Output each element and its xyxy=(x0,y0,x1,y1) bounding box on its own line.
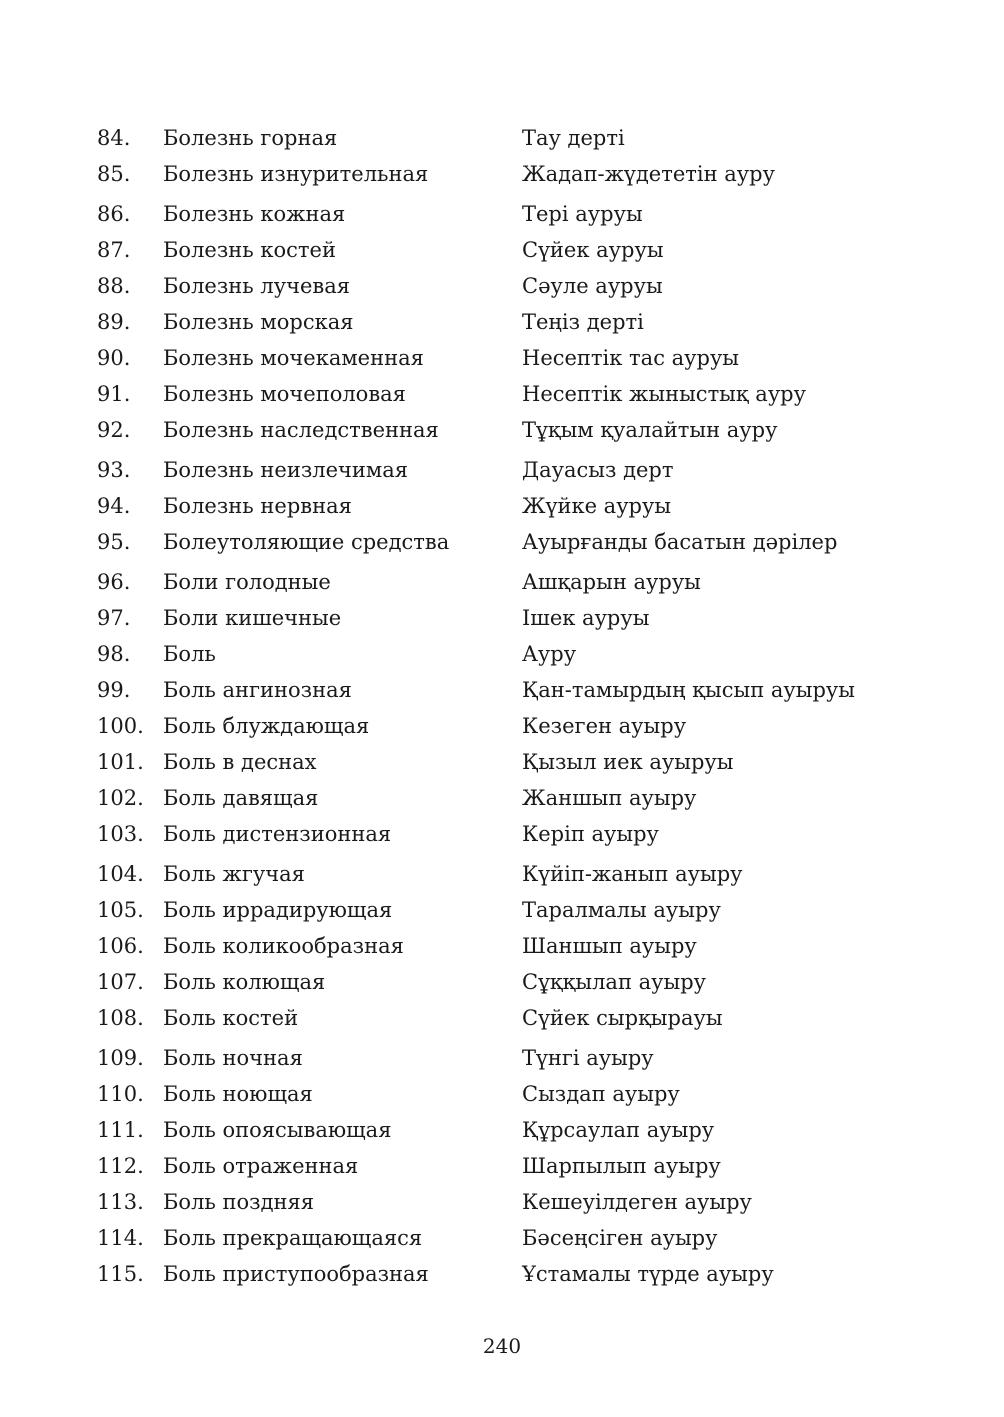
russian-term: Боль в деснах xyxy=(163,750,317,774)
kazakh-term: Дауасыз дерт xyxy=(522,458,674,482)
kazakh-term: Күйіп-жанып ауыру xyxy=(522,862,743,886)
entry-number: 92. xyxy=(97,418,131,442)
russian-term: Боль приступообразная xyxy=(163,1262,429,1286)
kazakh-term: Ашқарын ауруы xyxy=(522,570,701,594)
list-item xyxy=(0,412,1004,448)
russian-term: Болезнь лучевая xyxy=(163,274,351,298)
entry-number: 110. xyxy=(97,1082,144,1106)
list-item xyxy=(0,196,1004,232)
list-item xyxy=(0,268,1004,304)
kazakh-term: Сүйек сырқырауы xyxy=(522,1006,723,1030)
list-item xyxy=(0,1076,1004,1112)
kazakh-term: Ауру xyxy=(522,642,577,666)
russian-term: Боль прекращающаяся xyxy=(163,1226,423,1250)
kazakh-term: Тұқым қуалайтын ауру xyxy=(522,418,778,442)
entry-number: 103. xyxy=(97,822,144,846)
entry-number: 109. xyxy=(97,1046,144,1070)
entry-number: 85. xyxy=(97,162,131,186)
kazakh-term: Жаншып ауыру xyxy=(522,786,697,810)
kazakh-term: Теңіз дерті xyxy=(522,310,644,334)
list-item xyxy=(0,1112,1004,1148)
russian-term: Болезнь морская xyxy=(163,310,354,334)
russian-term: Болезнь изнурительная xyxy=(163,162,429,186)
list-item xyxy=(0,232,1004,268)
list-item xyxy=(0,600,1004,636)
entry-number: 97. xyxy=(97,606,131,630)
russian-term: Боль колющая xyxy=(163,970,326,994)
kazakh-term: Сүйек ауруы xyxy=(522,238,664,262)
list-item xyxy=(0,816,1004,852)
entry-number: 86. xyxy=(97,202,131,226)
list-item xyxy=(0,928,1004,964)
entry-number: 90. xyxy=(97,346,131,370)
list-item xyxy=(0,1000,1004,1036)
russian-term: Боль опоясывающая xyxy=(163,1118,392,1142)
entry-number: 91. xyxy=(97,382,131,406)
kazakh-term: Кешеуілдеген ауыру xyxy=(522,1190,752,1214)
russian-term: Болезнь горная xyxy=(163,126,338,150)
kazakh-term: Түнгі ауыру xyxy=(522,1046,654,1070)
russian-term: Боль ночная xyxy=(163,1046,303,1070)
page-number: 240 xyxy=(482,1334,522,1358)
kazakh-term: Керіп ауыру xyxy=(522,822,659,846)
list-item xyxy=(0,488,1004,524)
list-item xyxy=(0,1184,1004,1220)
list-item xyxy=(0,304,1004,340)
list-item xyxy=(0,524,1004,560)
list-item xyxy=(0,964,1004,1000)
russian-term: Болезнь неизлечимая xyxy=(163,458,409,482)
entry-number: 87. xyxy=(97,238,131,262)
entry-number: 99. xyxy=(97,678,131,702)
list-item xyxy=(0,780,1004,816)
kazakh-term: Ұстамалы түрде ауыру xyxy=(522,1262,774,1286)
kazakh-term: Несептік тас ауруы xyxy=(522,346,740,370)
russian-term: Боль xyxy=(163,642,216,666)
entry-number: 106. xyxy=(97,934,144,958)
russian-term: Болезнь кожная xyxy=(163,202,346,226)
list-item xyxy=(0,564,1004,600)
kazakh-term: Құрсаулап ауыру xyxy=(522,1118,715,1142)
list-item xyxy=(0,120,1004,156)
russian-term: Боль дистензионная xyxy=(163,822,392,846)
kazakh-term: Ішек ауруы xyxy=(522,606,650,630)
entry-number: 88. xyxy=(97,274,131,298)
list-item xyxy=(0,708,1004,744)
entry-number: 102. xyxy=(97,786,144,810)
russian-term: Болезнь нервная xyxy=(163,494,352,518)
entry-number: 114. xyxy=(97,1226,144,1250)
russian-term: Болезнь мочекаменная xyxy=(163,346,424,370)
list-item xyxy=(0,156,1004,192)
russian-term: Боль поздняя xyxy=(163,1190,315,1214)
russian-term: Боль коликообразная xyxy=(163,934,404,958)
entry-number: 113. xyxy=(97,1190,144,1214)
russian-term: Болезнь костей xyxy=(163,238,336,262)
list-item xyxy=(0,1040,1004,1076)
list-item xyxy=(0,340,1004,376)
entry-number: 104. xyxy=(97,862,144,886)
russian-term: Боль костей xyxy=(163,1006,299,1030)
kazakh-term: Таралмалы ауыру xyxy=(522,898,721,922)
russian-term: Болеутоляющие средства xyxy=(163,530,450,554)
russian-term: Боль иррадирующая xyxy=(163,898,393,922)
kazakh-term: Ауырғанды басатын дәрілер xyxy=(522,530,838,554)
russian-term: Болезнь наследственная xyxy=(163,418,439,442)
kazakh-term: Бәсеңсіген ауыру xyxy=(522,1226,718,1250)
entry-number: 105. xyxy=(97,898,144,922)
kazakh-term: Шаншып ауыру xyxy=(522,934,697,958)
entry-number: 94. xyxy=(97,494,131,518)
kazakh-term: Жадап-жүдететін ауру xyxy=(522,162,775,186)
russian-term: Боль отраженная xyxy=(163,1154,359,1178)
entry-number: 96. xyxy=(97,570,131,594)
kazakh-term: Қан-тамырдың қысып ауыруы xyxy=(522,678,855,702)
kazakh-term: Жүйке ауруы xyxy=(522,494,672,518)
entry-number: 107. xyxy=(97,970,144,994)
entry-number: 100. xyxy=(97,714,144,738)
list-item xyxy=(0,1220,1004,1256)
entry-number: 111. xyxy=(97,1118,144,1142)
glossary-list xyxy=(0,120,1004,1292)
kazakh-term: Кезеген ауыру xyxy=(522,714,687,738)
kazakh-term: Сыздап ауыру xyxy=(522,1082,680,1106)
list-item xyxy=(0,892,1004,928)
kazakh-term: Шарпылып ауыру xyxy=(522,1154,721,1178)
entry-number: 101. xyxy=(97,750,144,774)
list-item xyxy=(0,452,1004,488)
entry-number: 93. xyxy=(97,458,131,482)
entry-number: 115. xyxy=(97,1262,144,1286)
list-item xyxy=(0,744,1004,780)
russian-term: Боль ноющая xyxy=(163,1082,313,1106)
entry-number: 95. xyxy=(97,530,131,554)
russian-term: Боль жгучая xyxy=(163,862,305,886)
entry-number: 108. xyxy=(97,1006,144,1030)
kazakh-term: Тері ауруы xyxy=(522,202,643,226)
list-item xyxy=(0,1148,1004,1184)
kazakh-term: Несептік жыныстық ауру xyxy=(522,382,806,406)
russian-term: Боль давящая xyxy=(163,786,319,810)
entry-number: 112. xyxy=(97,1154,144,1178)
kazakh-term: Сәуле ауруы xyxy=(522,274,663,298)
entry-number: 89. xyxy=(97,310,131,334)
list-item xyxy=(0,376,1004,412)
entry-number: 98. xyxy=(97,642,131,666)
russian-term: Боль блуждающая xyxy=(163,714,370,738)
list-item xyxy=(0,1256,1004,1292)
list-item xyxy=(0,672,1004,708)
russian-term: Болезнь мочеполовая xyxy=(163,382,406,406)
russian-term: Боли голодные xyxy=(163,570,331,594)
russian-term: Боли кишечные xyxy=(163,606,342,630)
kazakh-term: Сұққылап ауыру xyxy=(522,970,707,994)
list-item xyxy=(0,636,1004,672)
list-item xyxy=(0,856,1004,892)
kazakh-term: Тау дерті xyxy=(522,126,625,150)
kazakh-term: Қызыл иек ауыруы xyxy=(522,750,734,774)
entry-number: 84. xyxy=(97,126,131,150)
russian-term: Боль ангинозная xyxy=(163,678,352,702)
